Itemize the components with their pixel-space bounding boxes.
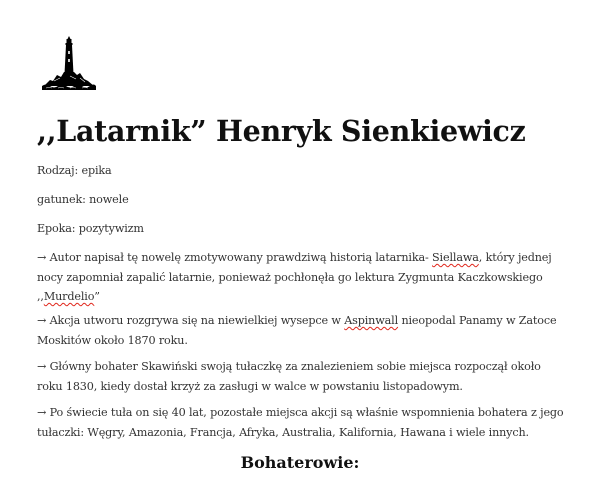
paragraph-line <box>37 248 577 268</box>
paragraph-line: roku 1830, kiedy dostał krzyż za zasługi w walce w powstaniu listopadowym. <box>37 379 463 393</box>
section-heading-characters: Bohaterowie: <box>240 453 360 472</box>
misspelled-word[interactable]: Siellawa <box>432 251 479 264</box>
genre: gatunek: nowele <box>37 193 129 206</box>
text-fragment: → Akcja utworu rozgrywa się na niewielkiej wysepce w <box>37 314 345 327</box>
text-fragment: nieopodal Panamy w Zatoce <box>398 314 557 327</box>
paragraph-line: nocy zapomniał zapalić latarnie, ponieważ pochłonęła go lektura Zygmunta Kaczkowskiego <box>37 270 543 284</box>
paragraph-line <box>37 287 577 307</box>
paragraph-author <box>37 248 577 307</box>
paragraph-line <box>37 311 577 331</box>
paragraph-line: → Główny bohater Skawiński swoją tułaczkę za znalezieniem sobie miejsca rozpoczął około <box>37 360 541 373</box>
paragraph-line: → Po świecie tuła on się 40 lat, pozostałe miejsca akcji są właśnie wspomnienia bohatera z jego <box>37 406 564 419</box>
paragraph-line: Moskitów około 1870 roku. <box>37 333 188 347</box>
paragraph-wandering <box>37 403 577 442</box>
genre-type: Rodzaj: epika <box>37 164 112 177</box>
text-fragment: , który jednej <box>478 251 552 264</box>
lighthouse-icon <box>40 34 98 92</box>
paragraph-line: tułaczki: Węgry, Amazonia, Francja, Afryka, Australia, Kalifornia, Hawana i wiele innych. <box>37 425 529 439</box>
text-fragment: ” <box>94 290 100 303</box>
page-title: ,,Latarnik” Henryk Sienkiewicz <box>37 114 526 148</box>
paragraph-protagonist <box>37 357 577 396</box>
paragraph-setting <box>37 311 577 350</box>
misspelled-word[interactable]: Murdelio <box>43 290 95 303</box>
misspelled-word[interactable]: Aspinwall <box>344 314 399 327</box>
text-fragment: ,, <box>37 290 44 303</box>
epoch: Epoka: pozytywizm <box>37 222 144 235</box>
text-fragment: → Autor napisał tę nowelę zmotywowany prawdziwą historią latarnika- <box>37 251 433 264</box>
